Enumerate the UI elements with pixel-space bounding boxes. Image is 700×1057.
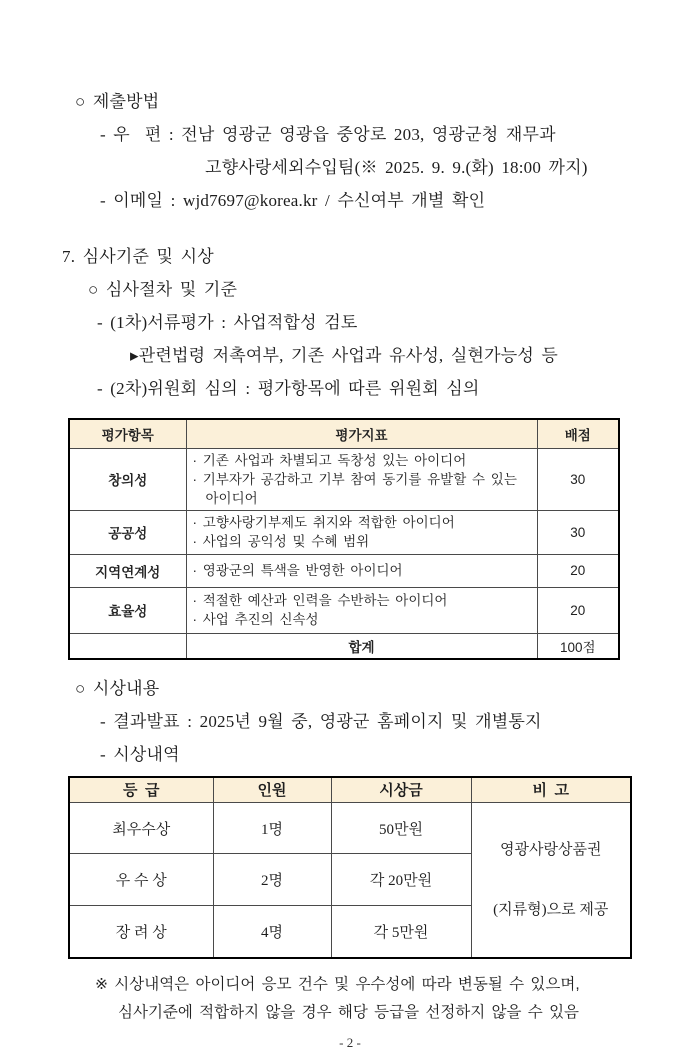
header-prize: 시상금 [331,777,471,803]
prize-second: 각 20만원 [331,854,471,905]
eval-indicators-regional [186,554,537,587]
indicator-line: · 기부자가 공감하고 기부 참여 동기를 유발할 수 있는 아이디어 [192,471,517,506]
criteria-heading: ○ 심사절차 및 기준 [88,280,238,299]
prize-first: 50만원 [331,803,471,854]
eval-item-efficiency: 효율성 [69,587,186,633]
submission-mail-line2: 고향사랑세외수입팀(※ 2025. 9. 9.(화) 18:00 까지) [205,158,588,177]
total-score: 100점 [537,633,619,659]
remark-merged-cell [471,803,631,959]
table-row [69,803,631,854]
award-detail-label: - 시상내역 [100,744,180,764]
total-label: 합계 [186,633,537,659]
submission-email-line: - 이메일 : wjd7697@korea.kr / 수신여부 개별 확인 [100,191,486,210]
table-row [69,510,619,554]
footnote-line2: 심사기준에 적합하지 않을 경우 해당 등급을 선정하지 않을 수 있음 [118,1004,580,1021]
submission-method-heading: ○ 제출방법 [75,92,160,111]
count-second: 2명 [213,854,331,905]
header-count: 인원 [213,777,331,803]
header-grade: 등 급 [69,777,213,803]
table-row [69,554,619,587]
indicator-line: · 고향사랑기부제도 취지와 적합한 아이디어 [192,515,455,530]
section-7-title: 7. 심사기준 및 시상 [62,247,214,266]
table-header-row [69,419,619,448]
award-content-heading: ○ 시상내용 [75,678,160,698]
indicator-line: · 적절한 예산과 인력을 수반하는 아이디어 [192,593,448,608]
table-row [69,448,619,510]
eval-indicators-creativity [186,448,537,510]
remark-line1: 영광사랑상품권 [500,842,602,858]
header-eval-indicator: 평가지표 [186,419,537,448]
eval-indicators-efficiency [186,587,537,633]
eval-score-creativity: 30 [537,448,619,510]
indicator-line: · 사업의 공익성 및 수혜 범위 [192,534,370,549]
eval-score-regional: 20 [537,554,619,587]
eval-indicators-publicness [186,510,537,554]
award-table [68,776,632,960]
remark-line2: (지류형)으로 제공 [493,902,609,918]
table-header-row [69,777,631,803]
eval-score-publicness: 30 [537,510,619,554]
award-announcement-line: - 결과발표 : 2025년 9월 중, 영광군 홈페이지 및 개별통지 [100,711,542,731]
indicator-line: · 기존 사업과 차별되고 독창성 있는 아이디어 [192,452,467,468]
criteria-step2: - (2차)위원회 심의 : 평가항목에 따른 위원회 심의 [97,379,480,398]
table-row [69,587,619,633]
evaluation-criteria-table [68,418,620,660]
grade-second: 우 수 상 [69,854,213,905]
eval-item-publicness: 공공성 [69,510,186,554]
prize-third: 각 5만원 [331,905,471,958]
criteria-step1: - (1차)서류평가 : 사업적합성 검토 [97,313,358,332]
page-number: - 2 - [339,1035,361,1050]
indicator-line: · 사업 추진의 신속성 [192,612,319,627]
count-first: 1명 [213,803,331,854]
table-total-row [69,633,619,659]
count-third: 4명 [213,905,331,958]
submission-mail-line1: - 우 편 : 전남 영광군 영광읍 중앙로 203, 영광군청 재무과 [100,125,556,144]
header-remark: 비 고 [471,777,631,803]
total-empty-cell [69,633,186,659]
eval-item-regional: 지역연계성 [69,554,186,587]
criteria-step1-sub: ▸관련법령 저촉여부, 기존 사업과 유사성, 실현가능성 등 [130,346,559,365]
grade-third: 장 려 상 [69,905,213,958]
eval-item-creativity: 창의성 [69,448,186,510]
grade-first: 최우수상 [69,803,213,854]
header-eval-score: 배점 [537,419,619,448]
header-eval-item: 평가항목 [69,419,186,448]
indicator-line: · 영광군의 특색을 반영한 아이디어 [192,563,403,578]
footnote-line1: ※ 시상내역은 아이디어 응모 건수 및 우수성에 따라 변동될 수 있으며, [95,976,580,993]
eval-score-efficiency: 20 [537,587,619,633]
